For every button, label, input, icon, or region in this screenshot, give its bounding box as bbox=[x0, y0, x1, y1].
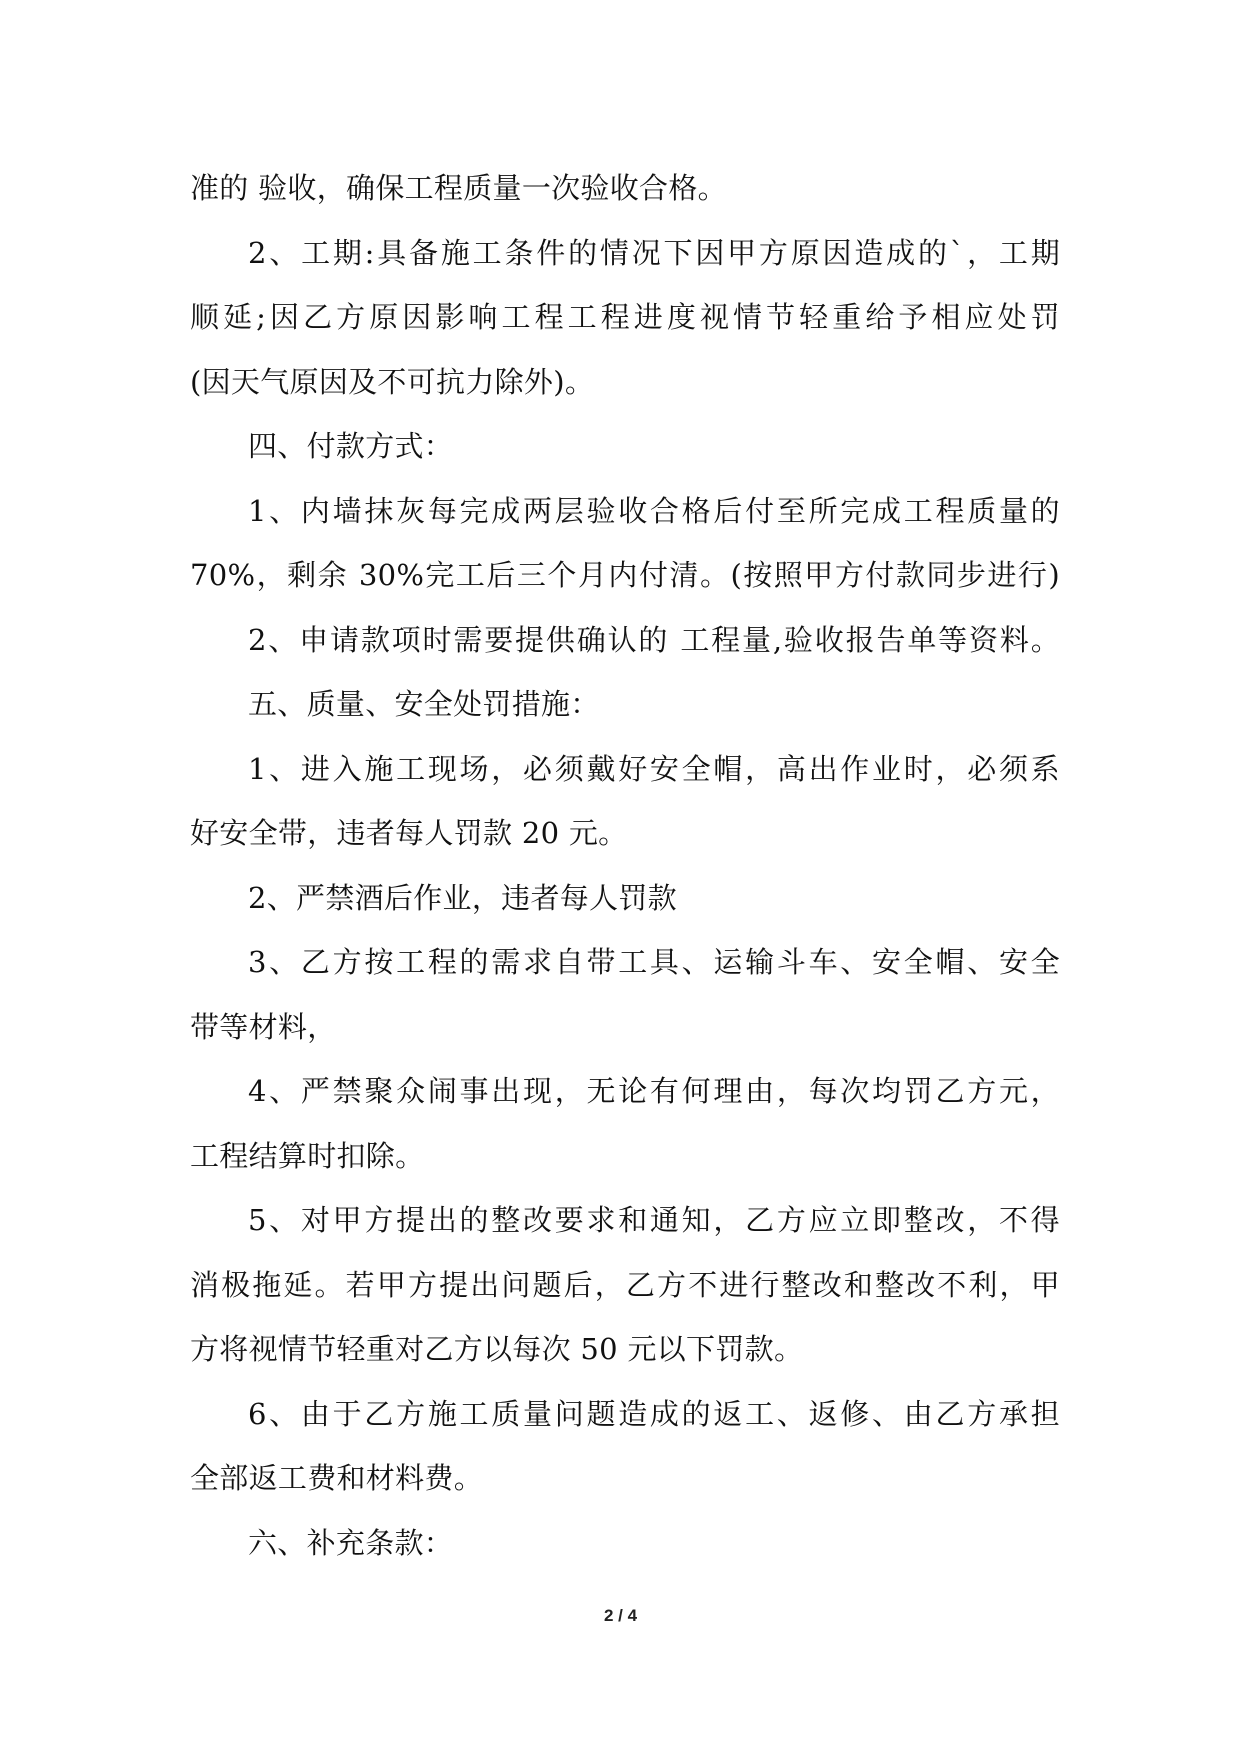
text-line: 70%，剩余 30%完工后三个月内付清。(按照甲方付款同步进行) bbox=[190, 558, 1060, 592]
text-line: 3、乙方按工程的需求自带工具、运输斗车、安全帽、安全 bbox=[248, 945, 1060, 979]
text-line: 6、由于乙方施工质量问题造成的返工、返修、由乙方承担 bbox=[248, 1396, 1060, 1431]
document-body bbox=[190, 156, 1060, 1575]
text-line: 4、严禁聚众闹事出现，无论有何理由，每次均罚乙方元， bbox=[248, 1074, 1060, 1108]
text-line: 消极拖延。若甲方提出问题后，乙方不进行整改和整改不利，甲 bbox=[190, 1267, 1060, 1302]
text-line: 带等材料， bbox=[190, 1009, 337, 1044]
text-line: 2、严禁酒后作业，违者每人罚款 bbox=[248, 880, 677, 915]
section-heading: 六、补充条款： bbox=[248, 1525, 454, 1560]
text-line: 顺延;因乙方原因影响工程工程进度视情节轻重给予相应处罚 bbox=[190, 300, 1060, 334]
section-heading: 五、质量、安全处罚措施： bbox=[248, 687, 600, 721]
section-heading: 四、付款方式： bbox=[248, 429, 454, 463]
text-line: 准的 验收，确保工程质量一次验收合格。 bbox=[190, 171, 727, 205]
text-line: 全部返工费和材料费。 bbox=[190, 1461, 484, 1495]
text-line: 2、申请款项时需要提供确认的 工程量,验收报告单等资料。 bbox=[248, 622, 1060, 657]
text-line: (因天气原因及不可抗力除外)。 bbox=[190, 364, 595, 399]
text-line: 5、对甲方提出的整改要求和通知，乙方应立即整改，不得 bbox=[248, 1203, 1060, 1237]
text-line: 2、工期:具备施工条件的情况下因甲方原因造成的`，工期 bbox=[248, 235, 1060, 270]
page-number: 2 / 4 bbox=[603, 1606, 638, 1625]
text-line: 工程结算时扣除。 bbox=[190, 1138, 425, 1173]
text-line: 1、进入施工现场，必须戴好安全帽，高出作业时，必须系 bbox=[248, 751, 1060, 786]
text-line: 1、内墙抹灰每完成两层验收合格后付至所完成工程质量的 bbox=[248, 493, 1060, 528]
text-line: 方将视情节轻重对乙方以每次 50 元以下罚款。 bbox=[190, 1332, 804, 1366]
text-line: 好安全带，违者每人罚款 20 元。 bbox=[190, 816, 628, 850]
